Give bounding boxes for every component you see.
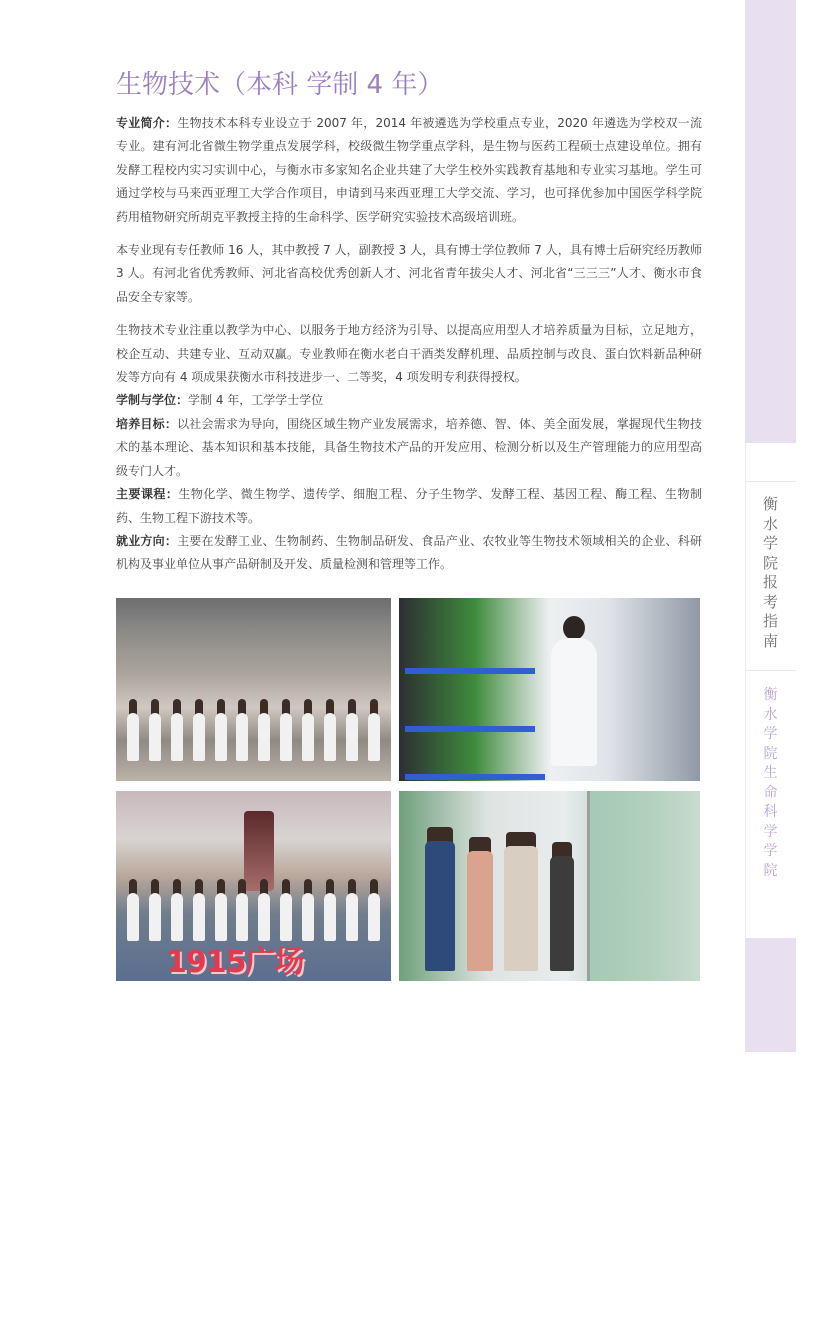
sidebar-school-char: 衡 <box>763 687 778 703</box>
major-description <box>116 112 702 577</box>
researcher-head <box>563 616 585 640</box>
sidebar-divider-middle <box>745 670 796 671</box>
plaza-sign: 1915广场 <box>166 945 304 980</box>
sidebar-guide-char: 报 <box>762 573 778 591</box>
courses-label: 主要课程： <box>116 487 179 502</box>
sidebar-school-char: 院 <box>763 745 778 762</box>
degree-text: 学制 4 年，工学学士学位 <box>188 393 324 408</box>
intro-label: 专业简介： <box>116 116 178 130</box>
page-title: 生物技术（本科 学制 4 年） <box>116 70 444 100</box>
courses-text: 生物化学、微生物学、遗传学、细胞工程、分子生物学、发酵工程、基因工程、酶工程、生物制药、生物工程下游技术等。 <box>116 487 702 525</box>
faculty-paragraph: 本专业现有专任教师 16 人，其中教授 7 人，副教授 3 人，具有博士学位教师 7 人，具有博士后研究经历教师 3 人。有河北省优秀教师、河北省高校优秀创新人才、河北省青年拔尖人才、河北省“三三三”人才、衡水市食品安全专家等。 <box>116 243 702 304</box>
sidebar-band-top <box>745 0 796 443</box>
career-paragraph <box>116 530 702 577</box>
sidebar-guide-char: 衡 <box>762 495 778 513</box>
sidebar-divider-top <box>745 481 796 482</box>
greenhouse-visit-photo <box>399 791 700 981</box>
intro-text: 生物技术本科专业设立于 2007 年，2014 年被遴选为学校重点专业，2020 年遴选为学校双一流专业。建有河北省微生物学重点发展学科，校级微生物学重点学科，是生物与医药工程硕士点建设单位。拥有发酵工程校内实习实训中心，与衡水市多家知名企业共建了大学生校外实践教育基地和专业实习基地。学生可通过学校与马来西亚理工大学合作项目，申请到马来西亚理工大学交流、学习，也可择优参加中国医学科学院药用植物研究所胡克平教授主持的生命科学、医学研究实验技术高级培训班。 <box>116 116 702 224</box>
sidebar-school-char: 院 <box>763 862 778 879</box>
sidebar-school-char: 科 <box>763 804 778 820</box>
researcher-lab-coat <box>551 638 597 766</box>
sidebar-guide-char: 水 <box>762 514 778 533</box>
greenhouse-glass-case <box>587 791 700 981</box>
sidebar-guide-char: 考 <box>762 592 778 611</box>
sidebar-school-char: 命 <box>763 784 778 801</box>
plaza-people <box>122 891 385 941</box>
lab-shelf <box>405 726 535 732</box>
plaza-group-photo <box>116 791 391 981</box>
teaching-paragraph: 生物技术专业注重以教学为中心、以服务于地方经济为引导、以提高应用型人才培养质量为目标，立足地方，校企互动、共建专业、互动双赢。专业教师在衡水老白干酒类发酵机理、品质控制与改良、蛋白饮料新品种研发等方向有 4 项成果获衡水市科技进步一、二等奖，4 项发明专利获得授权。 <box>116 323 702 385</box>
sidebar-school-char: 水 <box>763 706 778 723</box>
lab-plant-photo <box>399 598 700 781</box>
sidebar-school-title <box>745 686 796 881</box>
sidebar-guide-char: 南 <box>762 631 778 650</box>
plaza-fountain <box>244 811 274 891</box>
intro-paragraph <box>116 112 702 229</box>
career-text: 主要在发酵工业、生物制药、生物制品研发、食品产业、农牧业等生物技术领域相关的企业、科研机构及事业单位从事产品研制及开发、质量检测和管理等工作。 <box>116 533 702 572</box>
lab-shelf <box>405 668 535 674</box>
goal-text: 以社会需求为导向，围绕区域生物产业发展需求，培养德、智、体、美全面发展，掌握现代生物技术的基本理论、基本知识和基本技能，具备生物技术产品的开发应用、检测分析以及生产管理能力的应用型高级专门人才。 <box>116 416 702 478</box>
goal-paragraph <box>116 413 702 483</box>
sidebar-school-char: 学 <box>763 726 778 742</box>
career-label: 就业方向： <box>116 533 178 548</box>
sidebar-school-char: 生 <box>763 765 778 781</box>
lab-shelf <box>405 774 545 780</box>
sidebar-school-char: 学 <box>763 843 778 859</box>
sidebar-guide-char: 指 <box>762 612 778 630</box>
sidebar-guide-char: 学 <box>762 534 778 552</box>
sidebar-band-bottom <box>745 938 796 1052</box>
group-people <box>122 701 385 761</box>
sidebar-school-char: 学 <box>763 823 778 840</box>
degree-label: 学制与学位： <box>116 393 189 408</box>
goal-label: 培养目标： <box>116 416 178 431</box>
group-photo <box>116 598 391 781</box>
sidebar-guide-title <box>745 495 796 651</box>
sidebar-guide-char: 院 <box>762 553 778 572</box>
degree-paragraph <box>116 389 702 412</box>
courses-paragraph <box>116 483 702 530</box>
visitor-group <box>419 821 580 971</box>
